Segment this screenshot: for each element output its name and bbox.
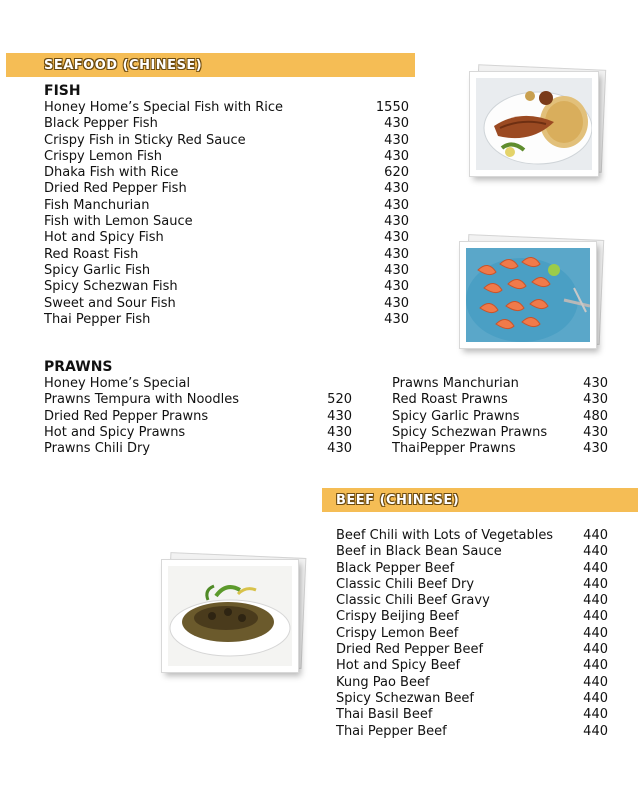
fish-menu-row: [44, 100, 409, 116]
menu-item-name: Thai Pepper Fish: [44, 311, 151, 327]
menu-item-name: Red Roast Fish: [44, 246, 139, 262]
menu-item-name: Thai Pepper Beef: [336, 723, 447, 739]
menu-item-name: Black Pepper Fish: [44, 116, 158, 132]
menu-item-price: 430: [384, 197, 409, 213]
menu-item-name: Fish Manchurian: [44, 197, 150, 213]
beef-menu-row: [336, 675, 608, 691]
menu-item-name: Crispy Lemon Fish: [44, 148, 163, 164]
menu-item-name: Sweet and Sour Fish: [44, 295, 176, 311]
menu-item-price: 430: [583, 424, 608, 440]
menu-item-name: Hot and Spicy Prawns: [44, 424, 186, 440]
menu-item-name: Spicy Schezwan Beef: [336, 690, 475, 706]
menu-item-name: Beef Chili with Lots of Vegetables: [336, 528, 554, 543]
fish-heading: FISH: [44, 83, 81, 99]
fish-menu-row: [44, 214, 409, 230]
fish-menu-row: [44, 263, 409, 279]
menu-item-price: 430: [384, 311, 409, 327]
menu-item-name: Classic Chili Beef Gravy: [336, 593, 490, 609]
menu-item-price: 430: [327, 441, 352, 457]
fish-menu-row: [44, 133, 409, 149]
menu-item-name: Dhaka Fish with Rice: [44, 165, 179, 181]
seafood-banner-title: SEAFOOD (CHINESE): [44, 57, 203, 73]
fish-menu-row: [44, 165, 409, 181]
menu-item-name: Honey Home’s Special Fish with Rice: [44, 100, 283, 115]
beef-menu-row: [336, 626, 608, 642]
beef-menu-row: [336, 642, 608, 658]
prawns-menu-row: [44, 425, 352, 441]
menu-item-name: Spicy Garlic Prawns: [392, 408, 520, 424]
beef-menu-row: [336, 609, 608, 625]
beef-menu-row: [336, 691, 608, 707]
menu-item-price: 430: [327, 424, 352, 440]
menu-item-name: Black Pepper Beef: [336, 560, 455, 576]
menu-item-price: 430: [384, 246, 409, 262]
menu-item-name: Kung Pao Beef: [336, 674, 430, 690]
menu-item-price: 440: [583, 642, 608, 658]
menu-item-name: Fish with Lemon Sauce: [44, 214, 193, 230]
prawns-menu-row: [392, 409, 608, 425]
fish-menu-row: [44, 198, 409, 214]
prawns-menu-row: [44, 392, 352, 408]
menu-item-price: 430: [384, 279, 409, 295]
menu-item-name: Thai Basil Beef: [336, 707, 433, 723]
menu-item-price: 440: [583, 707, 608, 723]
menu-item-name: Classic Chili Beef Dry: [336, 576, 475, 592]
prawns-heading: PRAWNS: [44, 359, 113, 375]
beef-dish-photo: [162, 560, 298, 672]
beef-menu-row: [336, 658, 608, 674]
menu-item-price: 440: [583, 544, 608, 560]
prawns-menu-row: [44, 376, 352, 392]
prawns-dish-image: [466, 248, 590, 342]
fish-dish-photo: [470, 72, 598, 176]
menu-item-price: 440: [583, 658, 608, 674]
menu-item-name: Beef in Black Bean Sauce: [336, 544, 502, 560]
fish-menu-row: [44, 230, 409, 246]
fish-dish-image: [476, 78, 592, 170]
menu-item-price: 430: [583, 441, 608, 457]
prawns-menu-row: [44, 409, 352, 425]
menu-item-price: 440: [583, 625, 608, 641]
fish-menu-row: [44, 181, 409, 197]
menu-item-name: Prawns Manchurian: [392, 376, 519, 391]
menu-item-name: Hot and Spicy Beef: [336, 658, 461, 674]
menu-item-name: Red Roast Prawns: [392, 392, 508, 408]
menu-item-price: 430: [384, 181, 409, 197]
menu-item-price: 430: [583, 392, 608, 408]
menu-item-price: 430: [384, 262, 409, 278]
fish-menu-row: [44, 149, 409, 165]
menu-item-name: Hot and Spicy Fish: [44, 230, 164, 246]
menu-item-price: 430: [327, 408, 352, 424]
menu-item-name: Spicy Garlic Fish: [44, 262, 151, 278]
prawns-menu-row: [392, 425, 608, 441]
beef-menu-row: [336, 724, 608, 740]
beef-section-banner: [322, 488, 638, 512]
menu-item-name: Prawns Tempura with Noodles: [44, 392, 240, 408]
menu-item-price: 440: [583, 674, 608, 690]
beef-menu-row: [336, 707, 608, 723]
beef-list: [336, 528, 608, 740]
menu-item-price: 430: [384, 132, 409, 148]
menu-item-name: Prawns Chili Dry: [44, 441, 151, 457]
menu-item-price: 440: [583, 560, 608, 576]
prawns-menu-row: [392, 392, 608, 408]
prawns-list-left: [44, 376, 352, 457]
fish-menu-row: [44, 312, 409, 328]
menu-item-name: Crispy Fish in Sticky Red Sauce: [44, 132, 246, 148]
prawns-menu-row: [44, 441, 352, 457]
seafood-section-banner: [6, 53, 415, 77]
menu-item-price: 430: [583, 376, 608, 391]
beef-menu-row: [336, 561, 608, 577]
menu-item-name: Crispy Lemon Beef: [336, 625, 459, 641]
menu-item-price: 430: [384, 148, 409, 164]
menu-item-price: 430: [384, 230, 409, 246]
menu-item-price: 480: [583, 408, 608, 424]
menu-item-name: Spicy Schezwan Prawns: [392, 424, 548, 440]
menu-item-price: 440: [583, 576, 608, 592]
menu-item-price: 430: [384, 295, 409, 311]
menu-item-price: 440: [583, 528, 608, 543]
menu-item-name: Dried Red Pepper Beef: [336, 642, 484, 658]
fish-menu-row: [44, 279, 409, 295]
prawns-list-right: [392, 376, 608, 457]
menu-item-name: Honey Home’s Special: [44, 376, 191, 391]
menu-item-price: 440: [583, 690, 608, 706]
menu-item-price: 1550: [375, 100, 409, 115]
menu-item-name: Spicy Schezwan Fish: [44, 279, 178, 295]
menu-item-price: 430: [384, 116, 409, 132]
menu-item-price: 440: [583, 593, 608, 609]
beef-dish-image: [168, 566, 292, 666]
beef-menu-row: [336, 528, 608, 544]
beef-menu-row: [336, 577, 608, 593]
beef-banner-title: BEEF (CHINESE): [336, 492, 460, 508]
menu-item-price: 440: [583, 723, 608, 739]
menu-item-name: Crispy Beijing Beef: [336, 609, 459, 625]
beef-menu-row: [336, 544, 608, 560]
prawns-menu-row: [392, 376, 608, 392]
menu-item-name: Dried Red Pepper Prawns: [44, 408, 209, 424]
prawns-menu-row: [392, 441, 608, 457]
menu-item-price: 430: [384, 214, 409, 230]
prawns-dish-photo: [460, 242, 596, 348]
menu-item-price: 520: [327, 392, 352, 408]
menu-item-name: ThaiPepper Prawns: [392, 441, 516, 457]
fish-menu-row: [44, 247, 409, 263]
beef-menu-row: [336, 593, 608, 609]
menu-item-price: 440: [583, 609, 608, 625]
fish-list: [44, 100, 409, 328]
fish-menu-row: [44, 116, 409, 132]
menu-item-price: 620: [384, 165, 409, 181]
fish-menu-row: [44, 296, 409, 312]
menu-item-name: Dried Red Pepper Fish: [44, 181, 187, 197]
